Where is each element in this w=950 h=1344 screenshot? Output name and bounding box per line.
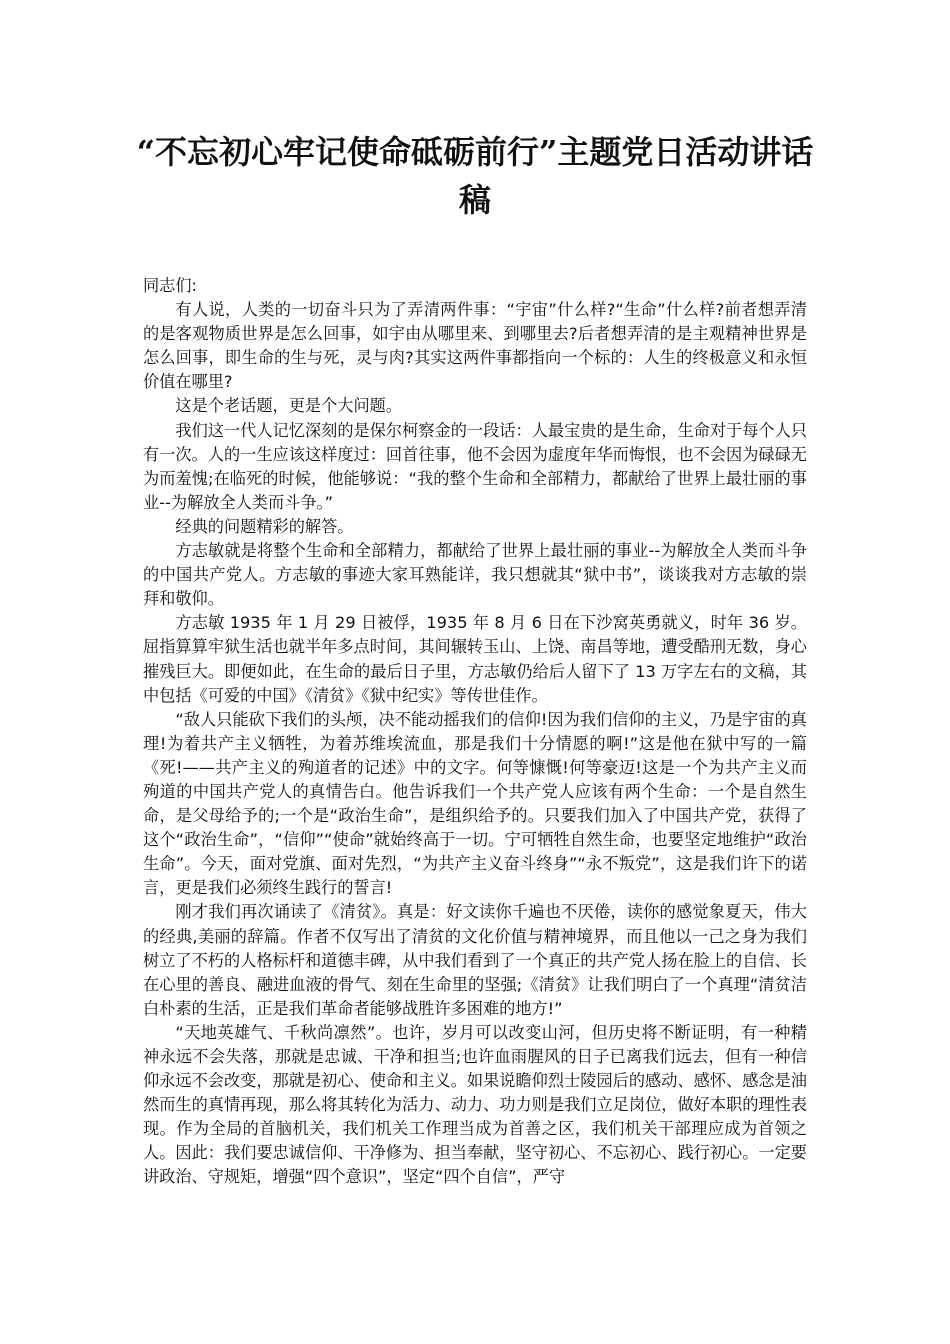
document-title: “不忘初心牢记使命砥砺前行”主题党日活动讲话稿	[136, 133, 814, 219]
paragraph: 经典的问题精彩的解答。	[175, 516, 354, 536]
paragraph: 这是个老话题，更是个大问题。	[175, 396, 403, 416]
paragraph: 方志敏就是将整个生命和全部精力，都献给了世界上最壮丽的事业--为解放全人类而斗争的中国共产党人。方志敏的事迹大家耳熟能详，我只想就其“狱中书”，谈谈我对方志敏的崇拜和敬仰。	[143, 541, 807, 609]
paragraph: 有人说，人类的一切奋斗只为了弄清两件事：“宇宙”什么样?“生命”什么样?前者想弄清的是客观物质世界是怎么回事，如宇由从哪里来、到哪里去?后者想弄清的是主观精神世界是怎么回事，即生命的生与死，灵与肉?其实这两件事都指向一个标的：人生的终极意义和永恒价值在哪里?	[143, 300, 807, 392]
document-body	[143, 274, 807, 1190]
salutation: 同志们:	[143, 276, 198, 295]
paragraph: “天地英雄气、千秋尚凛然”。也许，岁月可以改变山河，但历史将不断证明，有一种精神永远不会失落，那就是忠诚、干净和担当;也许血雨腥风的日子已离我们远去，但有一种信仰永远不会改变，那就是初心、使命和主义。如果说瞻仰烈士陵园后的感动、感怀、感念是油然而生的真情再现，那么将其转化为活力、动力、功力则是我们立足岗位，做好本职的理性表现。作为全局的首脑机关，我们机关工作理当成为首善之区，我们机关干部理应成为首领之人。因此：我们要忠诚信仰、干净修为、担当奉献，坚守初心、不忘初心、践行初心。一定要讲政治、守规矩，增强“四个意识”，坚定“四个自信”，严守	[143, 1022, 807, 1187]
paragraph: “敌人只能砍下我们的头颅，决不能动摇我们的信仰!因为我们信仰的主义，乃是宇宙的真理!为着共产主义牺牲，为着苏维埃流血，那是我们十分情愿的啊!”这是他在狱中写的一篇《死!——共产主义的殉道者的记述》中的文字。何等慷慨!何等豪迈!这是一个为共产主义而殉道的中国共产党人的真情告白。他告诉我们一个共产党人应该有两个生命：一个是自然生命，是父母给予的;一个是“政治生命”，是组织给予的。只要我们加入了中国共产党，获得了这个“政治生命”，“信仰”“使命”就始终高于一切。宁可牺牲自然生命，也要坚定地维护“政治生命”。今天，面对党旗、面对先烈，“为共产主义奋斗终身”“永不叛党”，这是我们许下的诺言，更是我们必须终生践行的誓言!	[143, 709, 807, 898]
paragraph: 刚才我们再次诵读了《清贫》。真是：好文读你千遍也不厌倦，读你的感觉象夏天，伟大的经典,美丽的辞篇。作者不仅写出了清贫的文化价值与精神境界，而且他以一己之身为我们树立了不朽的人格标杆和道德丰碑，从中我们看到了一个真正的共产党人扬在脸上的自信、长在心里的善良、融进血液的骨气、刻在生命里的坚强;《清贫》让我们明白了一个真理“清贫洁白朴素的生活，正是我们革命者能够战胜许多困难的地方!”	[143, 902, 807, 1018]
paragraph: 方志敏 1935 年 1 月 29 日被俘，1935 年 8 月 6 日在下沙窝英勇就义，时年 36 岁。屈指算算牢狱生活也就半年多点时间，其间辗转玉山、上饶、南昌等地，遭受酷刑无数，身心摧残巨大。即便如此，在生命的最后日子里，方志敏仍给后人留下了 13 万字左右的文稿，其中包括《可爱的中国》《清贫》《狱中纪实》等传世佳作。	[143, 613, 807, 705]
paragraph: 我们这一代人记忆深刻的是保尔柯察金的一段话：人最宝贵的是生命，生命对于每个人只有一次。人的一生应该这样度过：回首往事，他不会因为虚度年华而悔恨，也不会因为碌碌无为而羞愧;在临死的时候，他能够说：“我的整个生命和全部精力，都献给了世界上最壮丽的事业--为解放全人类而斗争。”	[143, 420, 807, 512]
